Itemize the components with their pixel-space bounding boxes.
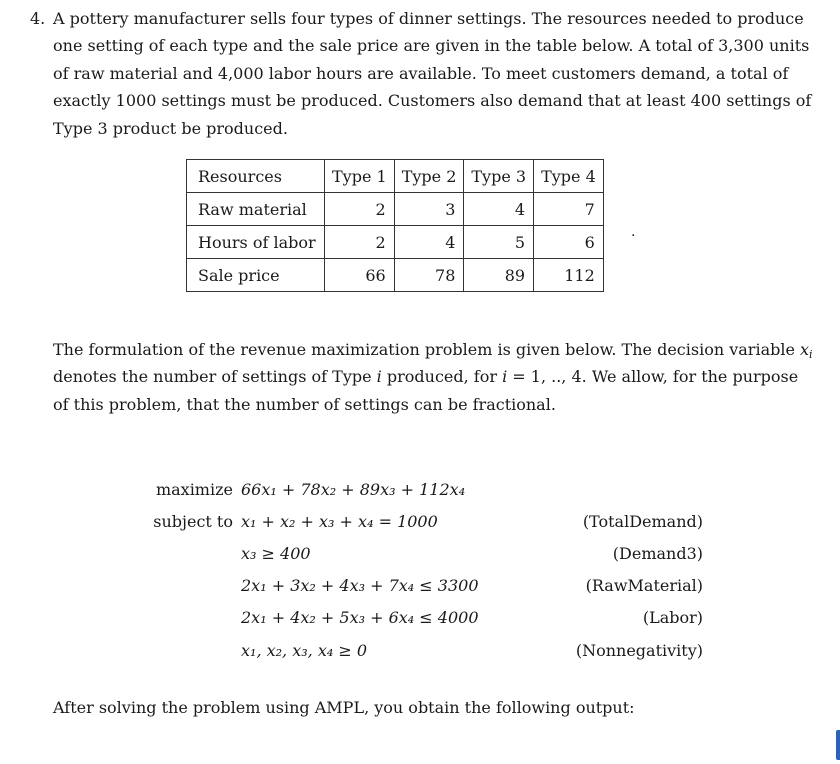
variable-i: i [502,367,508,387]
table-row [187,259,604,292]
table-row [187,226,604,259]
table-cell: 6 [534,226,604,259]
constraint-expression: 2x₁ + 3x₂ + 4x₃ + 7x₄ ≤ 3300 [241,576,479,595]
table-cell: 2 [325,226,395,259]
table-cell: 89 [464,259,534,292]
table-cell: 2 [325,193,395,226]
closing-line: After solving the problem using AMPL, you obtain the following output: [53,698,635,717]
formulation-line: of this problem, that the number of settings can be fractional. [53,394,556,414]
problem-statement [30,5,812,142]
objective-function: 66x₁ + 78x₂ + 89x₃ + 112x₄ [241,480,466,499]
constraint-expression: x₃ ≥ 400 [241,544,311,563]
closing-text [53,694,805,721]
constraint-label: (Labor) [642,608,703,627]
constraint-label: (RawMaterial) [585,576,703,595]
table-header-cell: Type 4 [534,160,604,193]
resource-table [186,159,604,292]
table-row [187,193,604,226]
intro-line: Type 3 product be produced. [53,118,288,138]
table-header-cell: Resources [187,160,325,193]
table-header-row [187,160,604,193]
constraint-label: (Nonnegativity) [575,641,703,660]
maximize-keyword: maximize [155,480,233,499]
variable-i: i [376,367,382,387]
formulation-text: denotes the number of settings of Type [53,367,377,387]
scroll-edge-marker [836,730,840,760]
row-label: Raw material [187,193,325,226]
constraint-expression: x₁, x₂, x₃, x₄ ≥ 0 [241,641,368,660]
table-header-cell: Type 2 [394,160,464,193]
table-header-cell: Type 3 [464,160,534,193]
row-label: Hours of labor [187,226,325,259]
table-trailing-period: . [631,224,636,240]
formulation-text: = 1, .., 4. We allow, for the purpose [507,367,799,387]
constraint-label: (Demand3) [612,544,703,563]
formulation-text: produced, for [381,367,503,387]
intro-line: A pottery manufacturer sells four types of dinner settings. The resources needed to produce [53,9,804,28]
formulation-line [53,363,805,390]
formulation-text: The formulation of the revenue maximization problem is given below. The decision variable [53,340,801,359]
formulation-line [53,336,813,363]
table-cell: 66 [325,259,395,292]
subject-to-keyword: subject to [153,512,233,531]
table-cell: 112 [534,259,604,292]
table-cell: 5 [464,226,534,259]
problem-number: 4. [30,9,46,28]
table-cell: 4 [394,226,464,259]
row-label: Sale price [187,259,325,292]
variable-x: x [800,340,810,359]
intro-line: of raw material and 4,000 labor hours are available. To meet customers demand, a total of [53,63,789,83]
table-cell: 4 [464,193,534,226]
intro-line: one setting of each type and the sale price are given in the table below. A total of 3,300 units [53,36,810,56]
constraint-label: (TotalDemand) [582,512,703,531]
constraint-expression: 2x₁ + 4x₂ + 5x₃ + 6x₄ ≤ 4000 [241,608,479,627]
variable-subscript: i [809,348,813,361]
table-cell: 7 [534,193,604,226]
formulation-paragraph [53,336,813,418]
constraint-expression: x₁ + x₂ + x₃ + x₄ = 1000 [241,512,438,531]
intro-line: exactly 1000 settings must be produced. Customers also demand that at least 400 settings of [53,91,812,111]
table-header-cell: Type 1 [325,160,395,193]
table-cell: 78 [394,259,464,292]
table-cell: 3 [394,193,464,226]
